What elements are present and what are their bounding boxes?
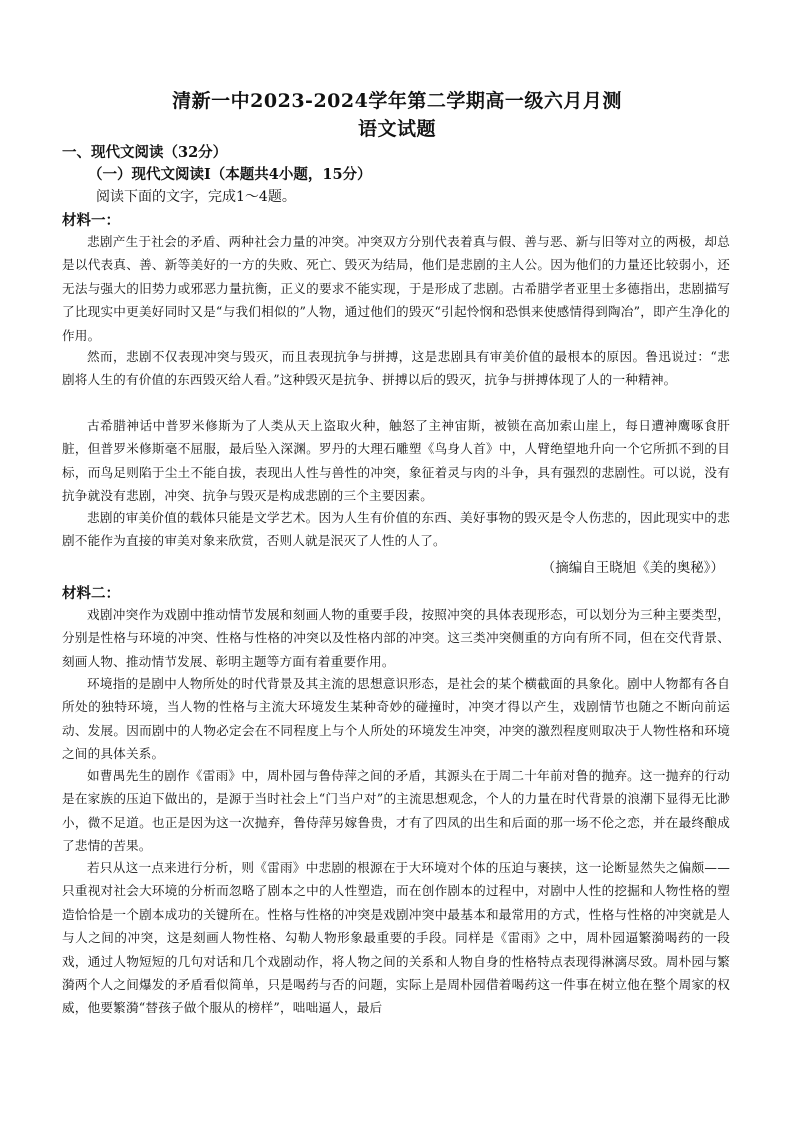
- material-two-paragraph: 环境指的是剧中人物所处的时代背景及其主流的思想意识形态，是社会的某个横截面的具象化。剧中人物都有各自所处的独特环境，当人物的性格与主流大环境发生某种奇妙的碰撞时，冲突才得以产生，戏剧情节也随之不断向前运动、发展。因而剧中的人物必定会在不同程度上与个人所处的环境发生冲突，冲突的激烈程度则取决于人物性格和环境之间的具体关系。: [62, 676, 730, 762]
- material-one-paragraph: 古希腊神话中普罗米修斯为了人类从天上盗取火种，触怒了主神宙斯，被锁在高加索山崖上，每日遭神鹰啄食肝脏，但普罗米修斯毫不屈服，最后坠入深渊。罗丹的大理石雕塑《鸟身人首》中，人臂绝望地升向一个它所抓不到的目标，而鸟足则陷于尘土不能自拔，表现出人性与兽性的冲突，象征着灵与肉的斗争，具有强烈的悲剧性。可以说，没有抗争就没有悲剧，冲突、抗争与毁灭是构成悲剧的三个主要因素。: [62, 418, 730, 504]
- section-heading: 一、现代文阅读（32分）: [62, 144, 228, 161]
- material-two-paragraph: 戏剧冲突作为戏剧中推动情节发展和刻画人物的重要手段，按照冲突的具体表现形态，可以划分为三种主要类型，分别是性格与环境的冲突、性格与性格的冲突以及性格内部的冲突。这三类冲突侧重的方向有所不同，但在交代背景、刻画人物、推动情节发展、彰明主题等方面有着重要作用。: [62, 607, 730, 669]
- material-one-paragraph: 悲剧产生于社会的矛盾、两种社会力量的冲突。冲突双方分别代表着真与假、善与恶、新与旧等对立的两极，却总是以代表真、善、新等美好的一方的失败、死亡、毁灭为结局，他们是悲剧的主人公。因为他们的力量还比较弱小，还无法与强大的旧势力或邪恶力量抗衡，正义的要求不能实现，于是形成了悲剧。古希腊学者亚里士多德指出，悲剧描写了比现实中更美好同时又是“与我们相似的”人物，通过他们的毁灭“引起怜悯和恐惧来使感情得到陶冶”，即产生净化的作用。: [62, 234, 730, 343]
- material-one-citation: （摘编自王晓旭《美的奥秘》）: [541, 560, 724, 576]
- exam-subtitle: 语文试题: [357, 118, 436, 140]
- subsection-heading: （一）现代文阅读I（本题共4小题，15分）: [88, 166, 372, 183]
- exam-title: 清新一中2023-2024学年第二学期高一级六月月测: [172, 90, 622, 112]
- material-two-paragraph: 若只从这一点来进行分析，则《雷雨》中悲剧的根源在于大环境对个体的压迫与裹挟，这一论断显然失之偏颇——只重视对社会大环境的分析而忽略了剧本之中的人性塑造，而在创作剧本的过程中，对剧中人性的挖掘和人物性格的塑造恰恰是一个剧本成功的关键所在。性格与性格的冲突是戏剧冲突中最基本和最常用的方式，性格与性格的冲突就是人与人之间的冲突，这是刻画人物性格、勾勒人物形象最重要的手段。同样是《雷雨》之中，周朴园逼繁漪喝药的一段戏，通过人物短短的几句对话和几个戏剧动作，将人物之间的关系和人物自身的性格特点表现得淋漓尽致。周朴园与繁漪两个人之间爆发的矛盾看似简单，只是喝药与否的问题，实际上是周朴园借着喝药这一件事在树立他在整个周家的权威，他要繁漪“替孩子做个服从的榜样”，咄咄逼人，最后: [62, 860, 730, 1016]
- material-two-paragraph: 如曹禺先生的剧作《雷雨》中，周朴园与鲁侍萍之间的矛盾，其源头在于周二十年前对鲁的抛弃。这一抛弃的行动是在家族的压迫下做出的，是源于当时社会上“门当户对”的主流思想观念，个人的力量在时代背景的浪潮下显得无比渺小，微不足道。也正是因为这一次抛弃，鲁侍萍另嫁鲁贵，才有了四凤的出生和后面的那一场不伦之恋，并在最终酿成了悲情的苦果。: [62, 768, 730, 854]
- material-one-label: 材料一：: [62, 212, 120, 229]
- reading-instruction: 阅读下面的文字，完成1～4题。: [96, 189, 296, 205]
- material-one-paragraph: 悲剧的审美价值的载体只能是文学艺术。因为人生有价值的东西、美好事物的毁灭是令人伤悲的，因此现实中的悲剧不能作为直接的审美对象来欣赏，否则人就是泯灭了人性的人了。: [62, 510, 730, 549]
- material-one-paragraph: 然而，悲剧不仅表现冲突与毁灭，而且表现抗争与拼搏，这是悲剧具有审美价值的最根本的原因。鲁迅说过：“悲剧将人生的有价值的东西毁灭给人看。”这种毁灭是抗争、拼搏以后的毁灭，抗争与拼搏体现了人的一种精神。: [62, 349, 730, 388]
- material-two-label: 材料二：: [62, 585, 120, 602]
